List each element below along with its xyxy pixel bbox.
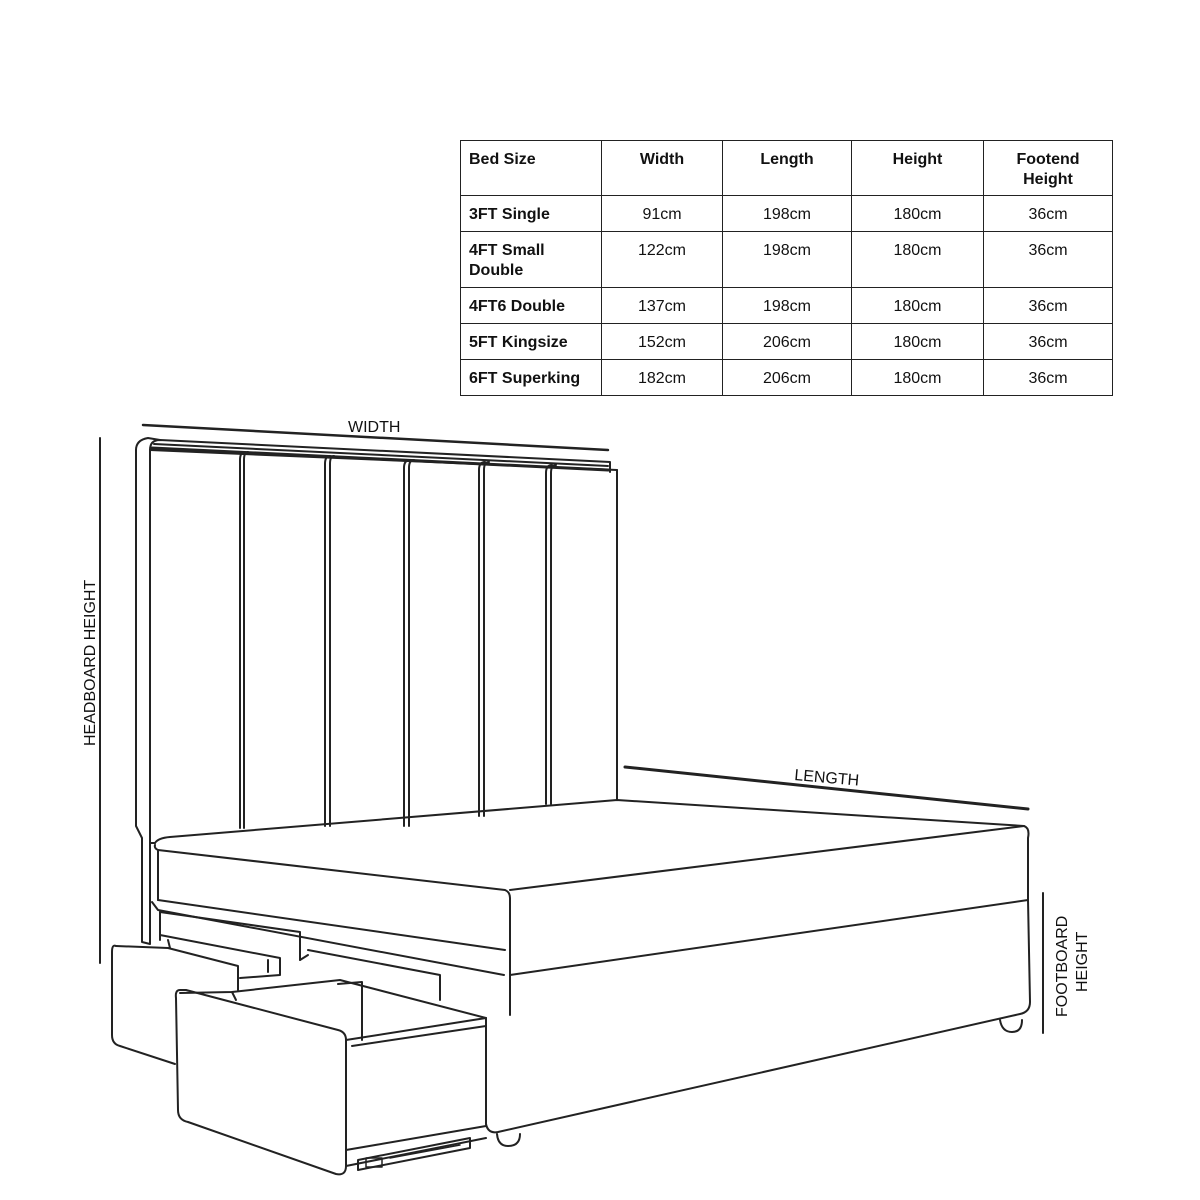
row-footend-height: 36cm: [984, 232, 1113, 288]
row-height: 180cm: [852, 196, 984, 232]
header-length: Length: [723, 141, 852, 196]
row-height: 180cm: [852, 232, 984, 288]
header-height: Height: [852, 141, 984, 196]
footboard-height-dimension: [1043, 893, 1091, 1033]
row-width: 122cm: [602, 232, 723, 288]
width-label: WIDTH: [348, 419, 401, 436]
row-bed-size: 4FT Small Double: [461, 232, 602, 288]
length-label: LENGTH: [793, 767, 860, 790]
left-drawer: [112, 935, 280, 1064]
row-bed-size: 4FT6 Double: [461, 288, 602, 324]
footboard-height-label-line1: FOOTBOARD: [1054, 915, 1071, 1017]
width-dimension: [143, 419, 608, 450]
header-width: Width: [602, 141, 723, 196]
header-footend-height: Footend Height: [984, 141, 1113, 196]
row-length: 198cm: [723, 232, 852, 288]
row-footend-height: 36cm: [984, 288, 1113, 324]
row-height: 180cm: [852, 288, 984, 324]
row-width: 91cm: [602, 196, 723, 232]
row-length: 198cm: [723, 196, 852, 232]
row-height: 180cm: [852, 324, 984, 360]
row-height: 180cm: [852, 360, 984, 396]
row-width: 182cm: [602, 360, 723, 396]
headboard: [136, 438, 617, 944]
footboard-height-label-line2: HEIGHT: [1074, 931, 1091, 992]
row-bed-size: 3FT Single: [461, 196, 602, 232]
header-bed-size: Bed Size: [461, 141, 602, 196]
mattress: [150, 800, 1029, 975]
row-footend-height: 36cm: [984, 360, 1113, 396]
row-bed-size: 5FT Kingsize: [461, 324, 602, 360]
headboard-height-dimension: [82, 438, 100, 963]
row-length: 206cm: [723, 360, 852, 396]
row-length: 198cm: [723, 288, 852, 324]
headboard-height-label: HEADBOARD HEIGHT: [82, 579, 99, 746]
row-width: 152cm: [602, 324, 723, 360]
row-footend-height: 36cm: [984, 324, 1113, 360]
length-dimension: [625, 767, 1028, 809]
right-drawer: [176, 980, 486, 1174]
row-bed-size: 6FT Superking: [461, 360, 602, 396]
row-footend-height: 36cm: [984, 196, 1113, 232]
row-width: 137cm: [602, 288, 723, 324]
divan-base: [152, 900, 1030, 1146]
row-length: 206cm: [723, 324, 852, 360]
